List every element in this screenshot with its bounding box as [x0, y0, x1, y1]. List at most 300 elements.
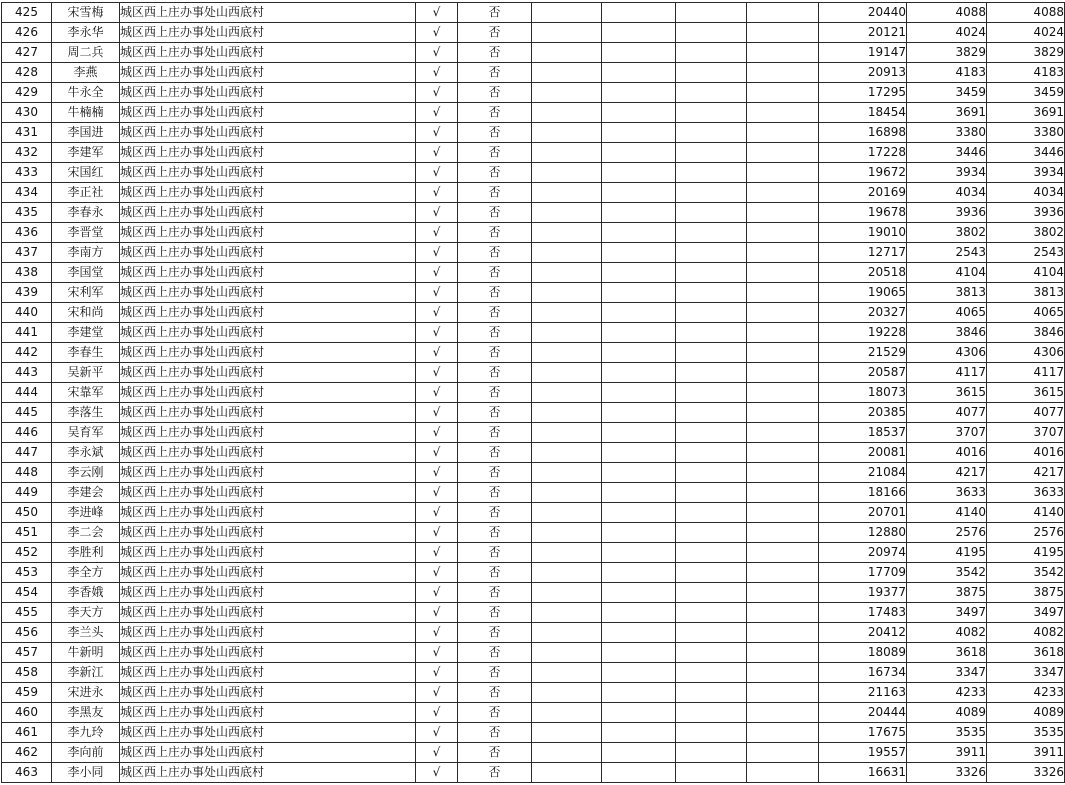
- empty-cell: [532, 723, 602, 743]
- empty-cell: [747, 503, 819, 523]
- table-row: [2, 323, 1065, 343]
- flag-cell: 否: [458, 423, 532, 443]
- checkmark-cell: √: [416, 143, 458, 163]
- table-row: [2, 343, 1065, 363]
- flag-cell: 否: [458, 643, 532, 663]
- empty-cell: [602, 443, 676, 463]
- amount-a-cell: 4082: [907, 623, 987, 643]
- amount-b-cell: 4183: [987, 63, 1065, 83]
- empty-cell: [532, 23, 602, 43]
- empty-cell: [602, 463, 676, 483]
- name-cell: 李建堂: [52, 323, 120, 343]
- income-cell: 20169: [819, 183, 907, 203]
- income-cell: 18454: [819, 103, 907, 123]
- flag-cell: 否: [458, 223, 532, 243]
- row-number-cell: 433: [2, 163, 52, 183]
- empty-cell: [602, 483, 676, 503]
- name-cell: 宋雪梅: [52, 3, 120, 23]
- income-cell: 18089: [819, 643, 907, 663]
- amount-b-cell: 4140: [987, 503, 1065, 523]
- income-cell: 12880: [819, 523, 907, 543]
- amount-b-cell: 4065: [987, 303, 1065, 323]
- checkmark-cell: √: [416, 663, 458, 683]
- empty-cell: [747, 163, 819, 183]
- income-cell: 19228: [819, 323, 907, 343]
- empty-cell: [602, 423, 676, 443]
- income-cell: 20121: [819, 23, 907, 43]
- row-number-cell: 458: [2, 663, 52, 683]
- empty-cell: [532, 223, 602, 243]
- empty-cell: [532, 363, 602, 383]
- empty-cell: [676, 443, 747, 463]
- empty-cell: [747, 723, 819, 743]
- row-number-cell: 451: [2, 523, 52, 543]
- empty-cell: [747, 63, 819, 83]
- amount-a-cell: 4117: [907, 363, 987, 383]
- address-cell: 城区西上庄办事处山西底村: [120, 63, 416, 83]
- amount-a-cell: 4089: [907, 703, 987, 723]
- amount-b-cell: 3497: [987, 603, 1065, 623]
- address-cell: 城区西上庄办事处山西底村: [120, 283, 416, 303]
- name-cell: 牛楠楠: [52, 103, 120, 123]
- empty-cell: [676, 383, 747, 403]
- empty-cell: [676, 303, 747, 323]
- empty-cell: [676, 743, 747, 763]
- table-row: [2, 543, 1065, 563]
- checkmark-cell: √: [416, 583, 458, 603]
- amount-a-cell: 4024: [907, 23, 987, 43]
- empty-cell: [676, 103, 747, 123]
- empty-cell: [532, 123, 602, 143]
- income-cell: 19147: [819, 43, 907, 63]
- empty-cell: [602, 243, 676, 263]
- income-cell: 19377: [819, 583, 907, 603]
- income-cell: 20974: [819, 543, 907, 563]
- checkmark-cell: √: [416, 563, 458, 583]
- table-row: [2, 483, 1065, 503]
- address-cell: 城区西上庄办事处山西底村: [120, 83, 416, 103]
- amount-b-cell: 3615: [987, 383, 1065, 403]
- row-number-cell: 428: [2, 63, 52, 83]
- flag-cell: 否: [458, 383, 532, 403]
- empty-cell: [532, 563, 602, 583]
- row-number-cell: 449: [2, 483, 52, 503]
- checkmark-cell: √: [416, 683, 458, 703]
- name-cell: 李燕: [52, 63, 120, 83]
- amount-a-cell: 4088: [907, 3, 987, 23]
- empty-cell: [602, 763, 676, 783]
- row-number-cell: 429: [2, 83, 52, 103]
- empty-cell: [602, 323, 676, 343]
- empty-cell: [676, 643, 747, 663]
- income-cell: 16631: [819, 763, 907, 783]
- empty-cell: [747, 23, 819, 43]
- amount-a-cell: 4077: [907, 403, 987, 423]
- flag-cell: 否: [458, 503, 532, 523]
- income-cell: 18537: [819, 423, 907, 443]
- table-row: [2, 63, 1065, 83]
- table-row: [2, 623, 1065, 643]
- table-row: [2, 563, 1065, 583]
- flag-cell: 否: [458, 303, 532, 323]
- name-cell: 李建会: [52, 483, 120, 503]
- name-cell: 牛永全: [52, 83, 120, 103]
- address-cell: 城区西上庄办事处山西底村: [120, 603, 416, 623]
- empty-cell: [676, 663, 747, 683]
- flag-cell: 否: [458, 143, 532, 163]
- address-cell: 城区西上庄办事处山西底村: [120, 263, 416, 283]
- flag-cell: 否: [458, 243, 532, 263]
- address-cell: 城区西上庄办事处山西底村: [120, 383, 416, 403]
- row-number-cell: 436: [2, 223, 52, 243]
- empty-cell: [747, 303, 819, 323]
- amount-a-cell: 3691: [907, 103, 987, 123]
- empty-cell: [602, 363, 676, 383]
- amount-b-cell: 3446: [987, 143, 1065, 163]
- amount-a-cell: 3829: [907, 43, 987, 63]
- checkmark-cell: √: [416, 283, 458, 303]
- flag-cell: 否: [458, 543, 532, 563]
- row-number-cell: 431: [2, 123, 52, 143]
- empty-cell: [532, 243, 602, 263]
- row-number-cell: 432: [2, 143, 52, 163]
- address-cell: 城区西上庄办事处山西底村: [120, 663, 416, 683]
- table-row: [2, 383, 1065, 403]
- row-number-cell: 462: [2, 743, 52, 763]
- flag-cell: 否: [458, 563, 532, 583]
- empty-cell: [602, 63, 676, 83]
- address-cell: 城区西上庄办事处山西底村: [120, 23, 416, 43]
- empty-cell: [747, 603, 819, 623]
- empty-cell: [532, 663, 602, 683]
- table-row: [2, 723, 1065, 743]
- table-row: [2, 763, 1065, 783]
- address-cell: 城区西上庄办事处山西底村: [120, 443, 416, 463]
- row-number-cell: 425: [2, 3, 52, 23]
- empty-cell: [676, 463, 747, 483]
- amount-b-cell: 3802: [987, 223, 1065, 243]
- empty-cell: [676, 723, 747, 743]
- income-cell: 17675: [819, 723, 907, 743]
- data-table: [1, 2, 1065, 783]
- amount-a-cell: 3707: [907, 423, 987, 443]
- empty-cell: [532, 703, 602, 723]
- empty-cell: [602, 223, 676, 243]
- flag-cell: 否: [458, 523, 532, 543]
- income-cell: 20440: [819, 3, 907, 23]
- empty-cell: [532, 503, 602, 523]
- row-number-cell: 454: [2, 583, 52, 603]
- income-cell: 19557: [819, 743, 907, 763]
- amount-b-cell: 3911: [987, 743, 1065, 763]
- empty-cell: [747, 763, 819, 783]
- table-row: [2, 363, 1065, 383]
- amount-a-cell: 3911: [907, 743, 987, 763]
- flag-cell: 否: [458, 3, 532, 23]
- address-cell: 城区西上庄办事处山西底村: [120, 463, 416, 483]
- row-number-cell: 450: [2, 503, 52, 523]
- table-row: [2, 183, 1065, 203]
- name-cell: 李春生: [52, 343, 120, 363]
- empty-cell: [532, 263, 602, 283]
- checkmark-cell: √: [416, 743, 458, 763]
- flag-cell: 否: [458, 663, 532, 683]
- empty-cell: [602, 23, 676, 43]
- amount-b-cell: 4082: [987, 623, 1065, 643]
- name-cell: 李新江: [52, 663, 120, 683]
- empty-cell: [676, 403, 747, 423]
- address-cell: 城区西上庄办事处山西底村: [120, 743, 416, 763]
- empty-cell: [532, 443, 602, 463]
- flag-cell: 否: [458, 403, 532, 423]
- empty-cell: [747, 103, 819, 123]
- checkmark-cell: √: [416, 43, 458, 63]
- row-number-cell: 461: [2, 723, 52, 743]
- amount-a-cell: 4217: [907, 463, 987, 483]
- address-cell: 城区西上庄办事处山西底村: [120, 203, 416, 223]
- flag-cell: 否: [458, 583, 532, 603]
- address-cell: 城区西上庄办事处山西底村: [120, 363, 416, 383]
- flag-cell: 否: [458, 163, 532, 183]
- checkmark-cell: √: [416, 703, 458, 723]
- checkmark-cell: √: [416, 243, 458, 263]
- checkmark-cell: √: [416, 323, 458, 343]
- flag-cell: 否: [458, 623, 532, 643]
- flag-cell: 否: [458, 103, 532, 123]
- amount-b-cell: 4117: [987, 363, 1065, 383]
- table-row: [2, 663, 1065, 683]
- empty-cell: [532, 343, 602, 363]
- table-row: [2, 243, 1065, 263]
- name-cell: 宋进永: [52, 683, 120, 703]
- table-row: [2, 143, 1065, 163]
- empty-cell: [747, 623, 819, 643]
- empty-cell: [676, 243, 747, 263]
- empty-cell: [532, 463, 602, 483]
- row-number-cell: 448: [2, 463, 52, 483]
- amount-b-cell: 3875: [987, 583, 1065, 603]
- table-row: [2, 3, 1065, 23]
- amount-a-cell: 3875: [907, 583, 987, 603]
- empty-cell: [602, 623, 676, 643]
- empty-cell: [532, 103, 602, 123]
- amount-b-cell: 4034: [987, 183, 1065, 203]
- empty-cell: [747, 43, 819, 63]
- empty-cell: [676, 23, 747, 43]
- empty-cell: [532, 3, 602, 23]
- amount-b-cell: 3691: [987, 103, 1065, 123]
- empty-cell: [747, 423, 819, 443]
- amount-a-cell: 4034: [907, 183, 987, 203]
- empty-cell: [676, 203, 747, 223]
- amount-a-cell: 3936: [907, 203, 987, 223]
- row-number-cell: 456: [2, 623, 52, 643]
- row-number-cell: 459: [2, 683, 52, 703]
- name-cell: 李兰头: [52, 623, 120, 643]
- amount-b-cell: 2576: [987, 523, 1065, 543]
- flag-cell: 否: [458, 603, 532, 623]
- empty-cell: [747, 703, 819, 723]
- checkmark-cell: √: [416, 383, 458, 403]
- flag-cell: 否: [458, 283, 532, 303]
- address-cell: 城区西上庄办事处山西底村: [120, 343, 416, 363]
- table-row: [2, 303, 1065, 323]
- empty-cell: [747, 583, 819, 603]
- empty-cell: [747, 483, 819, 503]
- checkmark-cell: √: [416, 343, 458, 363]
- amount-b-cell: 3934: [987, 163, 1065, 183]
- address-cell: 城区西上庄办事处山西底村: [120, 3, 416, 23]
- empty-cell: [532, 203, 602, 223]
- amount-b-cell: 4104: [987, 263, 1065, 283]
- income-cell: 17483: [819, 603, 907, 623]
- row-number-cell: 441: [2, 323, 52, 343]
- amount-b-cell: 3936: [987, 203, 1065, 223]
- empty-cell: [676, 623, 747, 643]
- table-row: [2, 403, 1065, 423]
- empty-cell: [602, 403, 676, 423]
- empty-cell: [532, 63, 602, 83]
- empty-cell: [532, 543, 602, 563]
- checkmark-cell: √: [416, 443, 458, 463]
- empty-cell: [676, 363, 747, 383]
- empty-cell: [747, 663, 819, 683]
- address-cell: 城区西上庄办事处山西底村: [120, 703, 416, 723]
- amount-a-cell: 3446: [907, 143, 987, 163]
- income-cell: 20587: [819, 363, 907, 383]
- income-cell: 17228: [819, 143, 907, 163]
- flag-cell: 否: [458, 203, 532, 223]
- empty-cell: [532, 603, 602, 623]
- table-row: [2, 603, 1065, 623]
- income-cell: 20701: [819, 503, 907, 523]
- amount-a-cell: 3633: [907, 483, 987, 503]
- name-cell: 吴新平: [52, 363, 120, 383]
- row-number-cell: 445: [2, 403, 52, 423]
- table-row: [2, 223, 1065, 243]
- empty-cell: [676, 3, 747, 23]
- empty-cell: [747, 3, 819, 23]
- income-cell: 19678: [819, 203, 907, 223]
- empty-cell: [747, 263, 819, 283]
- amount-a-cell: 4195: [907, 543, 987, 563]
- amount-a-cell: 3615: [907, 383, 987, 403]
- income-cell: 16898: [819, 123, 907, 143]
- empty-cell: [532, 323, 602, 343]
- name-cell: 李二会: [52, 523, 120, 543]
- checkmark-cell: √: [416, 203, 458, 223]
- row-number-cell: 444: [2, 383, 52, 403]
- empty-cell: [532, 283, 602, 303]
- empty-cell: [676, 323, 747, 343]
- flag-cell: 否: [458, 123, 532, 143]
- amount-a-cell: 2576: [907, 523, 987, 543]
- name-cell: 李进峰: [52, 503, 120, 523]
- empty-cell: [532, 43, 602, 63]
- empty-cell: [532, 643, 602, 663]
- amount-b-cell: 4089: [987, 703, 1065, 723]
- table-row: [2, 283, 1065, 303]
- row-number-cell: 426: [2, 23, 52, 43]
- checkmark-cell: √: [416, 763, 458, 783]
- empty-cell: [747, 563, 819, 583]
- empty-cell: [747, 183, 819, 203]
- name-cell: 李小同: [52, 763, 120, 783]
- income-cell: 20081: [819, 443, 907, 463]
- empty-cell: [532, 583, 602, 603]
- amount-b-cell: 3633: [987, 483, 1065, 503]
- amount-a-cell: 3535: [907, 723, 987, 743]
- row-number-cell: 452: [2, 543, 52, 563]
- empty-cell: [602, 523, 676, 543]
- address-cell: 城区西上庄办事处山西底村: [120, 43, 416, 63]
- address-cell: 城区西上庄办事处山西底村: [120, 503, 416, 523]
- amount-a-cell: 3934: [907, 163, 987, 183]
- amount-b-cell: 4016: [987, 443, 1065, 463]
- income-cell: 12717: [819, 243, 907, 263]
- income-cell: 18073: [819, 383, 907, 403]
- amount-b-cell: 4217: [987, 463, 1065, 483]
- income-cell: 20444: [819, 703, 907, 723]
- flag-cell: 否: [458, 683, 532, 703]
- checkmark-cell: √: [416, 223, 458, 243]
- row-number-cell: 443: [2, 363, 52, 383]
- name-cell: 李正社: [52, 183, 120, 203]
- empty-cell: [602, 183, 676, 203]
- empty-cell: [676, 423, 747, 443]
- empty-cell: [532, 303, 602, 323]
- address-cell: 城区西上庄办事处山西底村: [120, 523, 416, 543]
- checkmark-cell: √: [416, 303, 458, 323]
- amount-b-cell: 3618: [987, 643, 1065, 663]
- empty-cell: [676, 703, 747, 723]
- flag-cell: 否: [458, 83, 532, 103]
- checkmark-cell: √: [416, 643, 458, 663]
- empty-cell: [532, 383, 602, 403]
- empty-cell: [676, 503, 747, 523]
- name-cell: 李落生: [52, 403, 120, 423]
- empty-cell: [602, 743, 676, 763]
- empty-cell: [747, 523, 819, 543]
- flag-cell: 否: [458, 23, 532, 43]
- empty-cell: [676, 763, 747, 783]
- table-row: [2, 523, 1065, 543]
- empty-cell: [602, 103, 676, 123]
- empty-cell: [602, 343, 676, 363]
- empty-cell: [602, 703, 676, 723]
- name-cell: 李南方: [52, 243, 120, 263]
- name-cell: 李永华: [52, 23, 120, 43]
- name-cell: 李国堂: [52, 263, 120, 283]
- income-cell: 18166: [819, 483, 907, 503]
- amount-b-cell: 3380: [987, 123, 1065, 143]
- empty-cell: [532, 163, 602, 183]
- empty-cell: [602, 163, 676, 183]
- row-number-cell: 447: [2, 443, 52, 463]
- checkmark-cell: √: [416, 463, 458, 483]
- empty-cell: [676, 223, 747, 243]
- row-number-cell: 455: [2, 603, 52, 623]
- checkmark-cell: √: [416, 603, 458, 623]
- empty-cell: [602, 503, 676, 523]
- row-number-cell: 463: [2, 763, 52, 783]
- table-row: [2, 423, 1065, 443]
- empty-cell: [602, 83, 676, 103]
- name-cell: 李香娥: [52, 583, 120, 603]
- address-cell: 城区西上庄办事处山西底村: [120, 763, 416, 783]
- empty-cell: [532, 183, 602, 203]
- row-number-cell: 437: [2, 243, 52, 263]
